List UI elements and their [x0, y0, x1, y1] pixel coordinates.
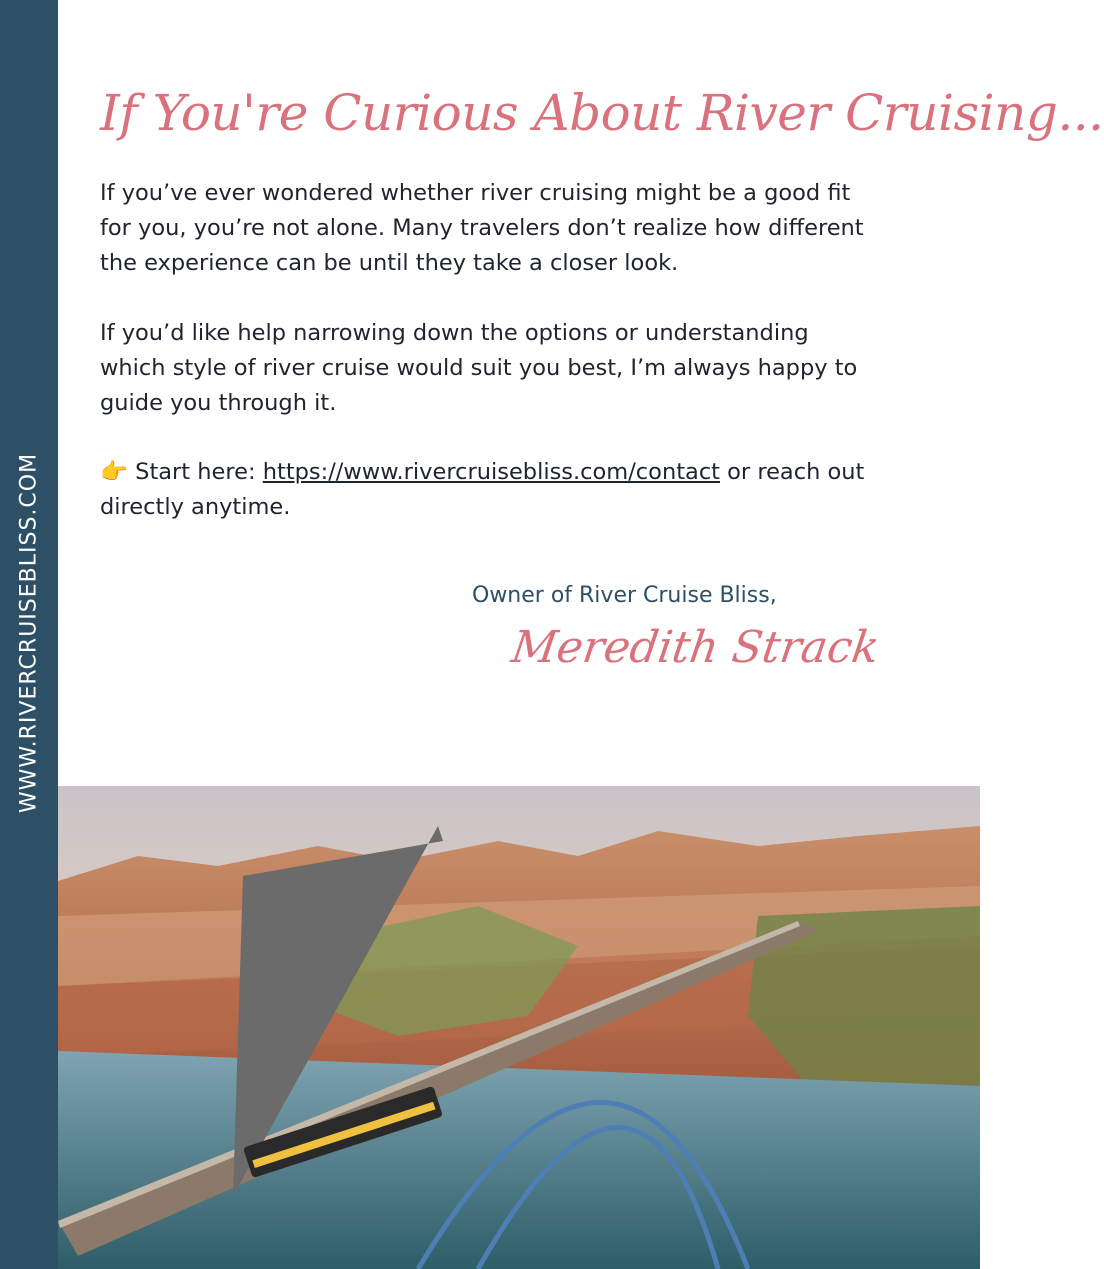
page-title: If You're Curious About River Cruising... — [100, 84, 1104, 142]
signature: Meredith Strack — [508, 622, 883, 673]
contact-tail-text: or reach out directly anytime. — [100, 459, 865, 520]
pointing-hand-icon: 👉 — [100, 459, 129, 485]
contact-lead-text: Start here: — [128, 459, 263, 485]
help-paragraph: If you’d like help narrowing down the options or understanding which style of river cruise would suit you best, I’m always happy to guide you through it. — [100, 320, 858, 416]
signoff-text: Owner of River Cruise Bliss, — [472, 583, 777, 608]
contact-link[interactable]: https://www.rivercruisebliss.com/contact — [262, 459, 721, 485]
sidebar-website-url: WWW.RIVERCRUISEBLISS.COM — [16, 452, 42, 814]
porto-bridge-photo — [58, 786, 980, 1269]
intro-paragraph: If you’ve ever wondered whether river cruising might be a good fit for you, you’re not alone. Many travelers don’t realize how different the experience can be until they take a closer look. — [100, 180, 864, 276]
sidebar — [0, 0, 58, 1269]
contact-paragraph — [100, 455, 870, 525]
